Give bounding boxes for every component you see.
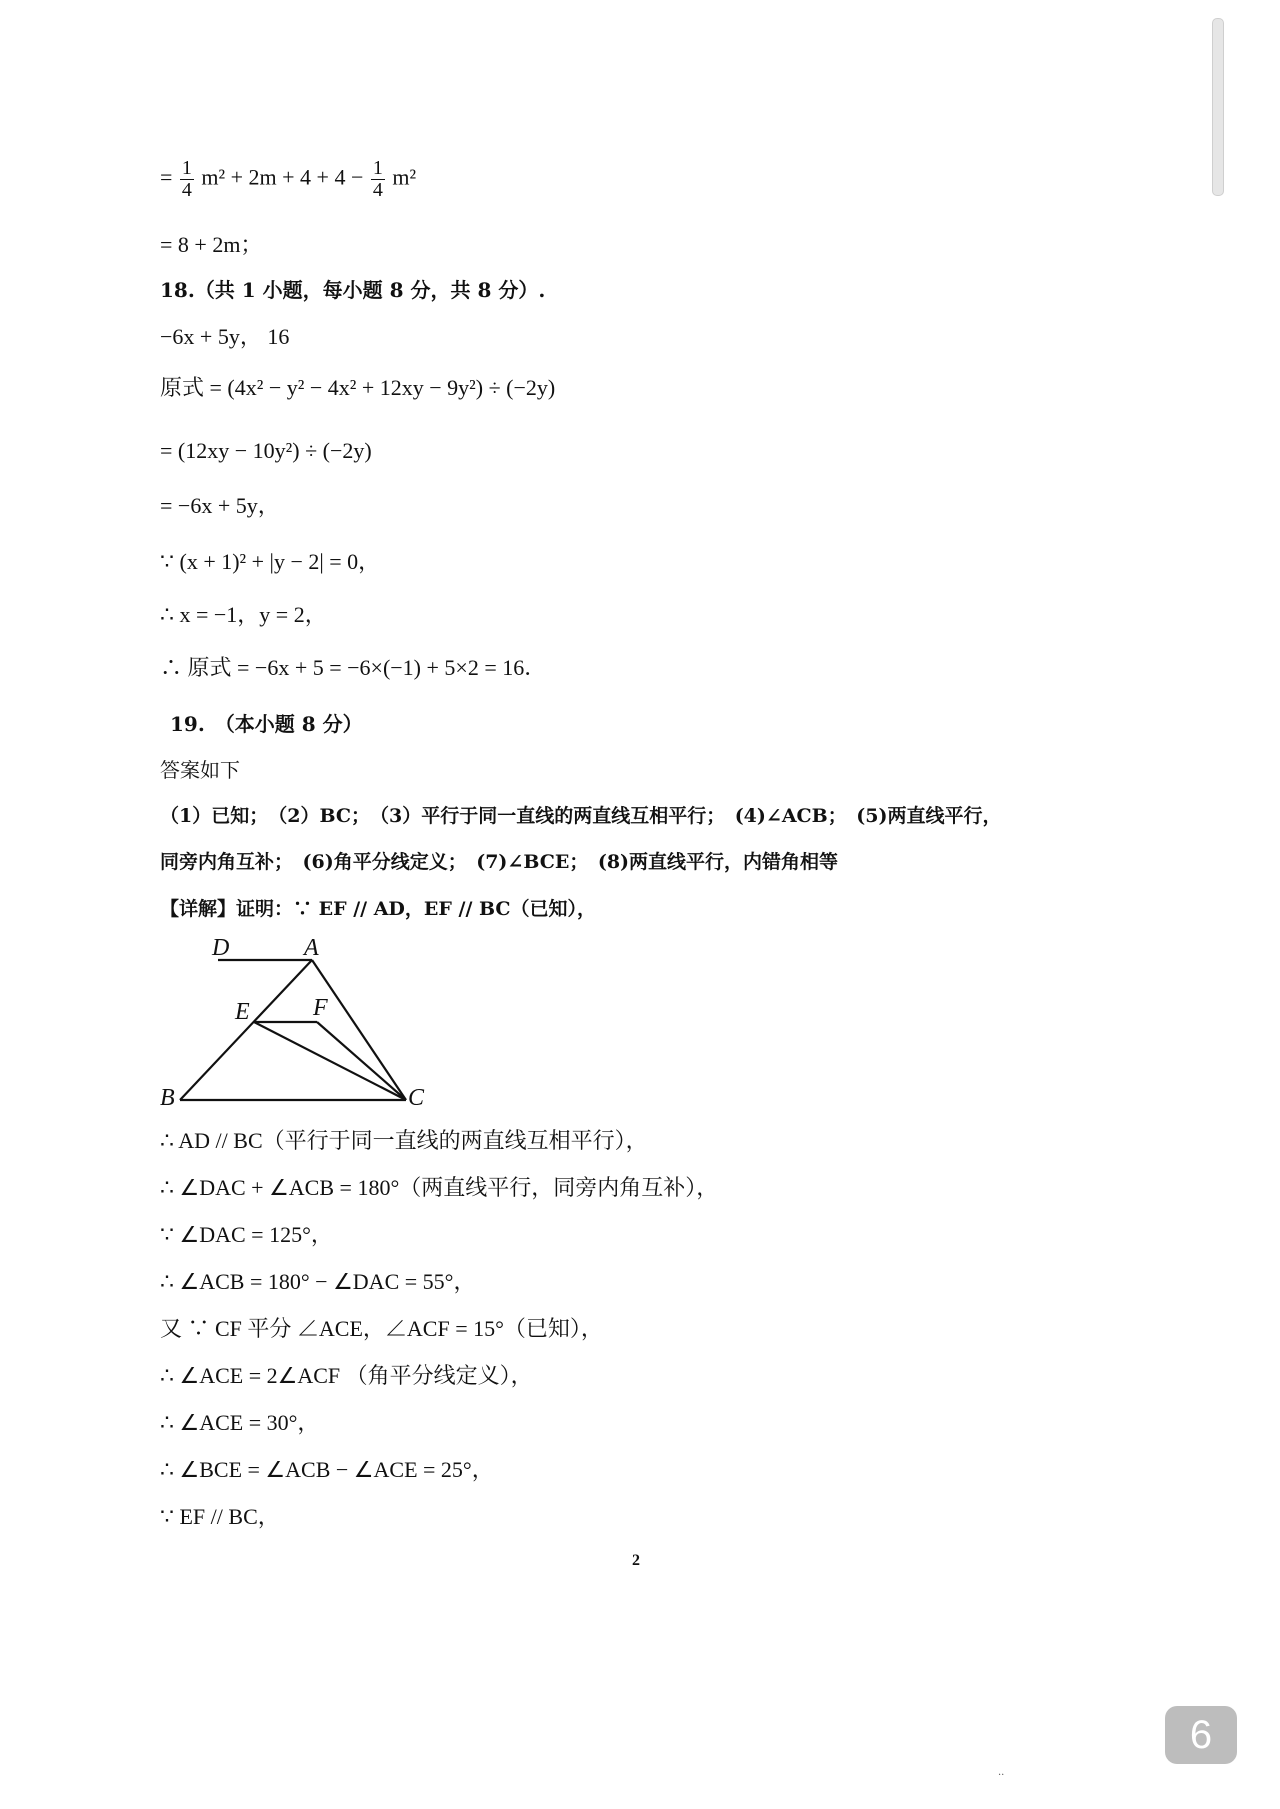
fraction-denominator: 4 <box>372 179 383 201</box>
expression-line-7: = −6x + 5y， <box>160 493 280 518</box>
expression-middle: m² + 2m + 4 + 4 − <box>201 164 364 190</box>
segment-ab <box>180 960 312 1100</box>
answers-intro: 答案如下 <box>160 758 240 782</box>
geometry-figure <box>160 933 460 1113</box>
proof-heading: 【详解】证明：∵ EF // AD，EF // BC（已知）， <box>160 898 597 920</box>
fraction-numerator: 1 <box>181 157 192 179</box>
page-indicator-badge[interactable]: 6 <box>1165 1706 1237 1764</box>
figure-lines <box>180 960 406 1100</box>
expression-line-6: = (12xy − 10y²) ÷ (−2y) <box>160 438 372 463</box>
expression-line-5: 原式 = (4x² − y² − 4x² + 12xy − 9y²) ÷ (−2y) <box>160 375 556 400</box>
answers-line-1: （1）已知； （2）BC； （3）平行于同一直线的两直线互相平行； (4)∠ACB； (5)两直线平行， <box>160 805 1002 827</box>
label-a: A <box>304 935 319 961</box>
proof-line-5: 又 ∵ CF 平分 ∠ACE，∠ACF = 15°（已知）， <box>160 1316 603 1341</box>
proof-line-8: ∴ ∠BCE = ∠ACB − ∠ACE = 25°， <box>160 1457 494 1482</box>
answers-line-2: 同旁内角互补； (6)角平分线定义； (7)∠BCE； (8)两直线平行，内错角相等 <box>160 851 839 873</box>
label-c: C <box>408 1085 425 1111</box>
scan-mark: .. <box>998 1767 1005 1778</box>
label-d: D <box>212 935 230 961</box>
proof-line-1: ∴ AD // BC（平行于同一直线的两直线互相平行）， <box>160 1128 648 1153</box>
equals-sign: = <box>160 164 173 190</box>
expression-end: m² <box>392 164 417 190</box>
section-18-heading: 18.（共 1 小题，每小题 8 分，共 8 分）. <box>160 278 546 302</box>
expression-line-1 <box>160 158 416 201</box>
fraction-one-quarter-2 <box>371 158 385 201</box>
expression-line-9: ∴ x = −1，y = 2， <box>160 602 327 627</box>
expression-line-2: = 8 + 2m； <box>160 232 263 257</box>
expression-line-10: ∴ 原式 = −6x + 5 = −6×(−1) + 5×2 = 16． <box>160 655 547 680</box>
label-b: B <box>160 1085 175 1111</box>
answer-summary: −6x + 5y， 16 <box>160 324 290 349</box>
label-f: F <box>313 995 328 1021</box>
proof-line-3: ∵ ∠DAC = 125°， <box>160 1222 333 1247</box>
proof-line-2: ∴ ∠DAC + ∠ACB = 180°（两直线平行，同旁内角互补）， <box>160 1175 719 1200</box>
page-number: 2 <box>632 1552 640 1569</box>
expression-line-8: ∵ (x + 1)² + |y − 2| = 0， <box>160 549 381 574</box>
label-e: E <box>235 999 250 1025</box>
proof-line-6: ∴ ∠ACE = 2∠ACF （角平分线定义）， <box>160 1363 533 1388</box>
fraction-one-quarter <box>180 158 194 201</box>
fraction-denominator: 4 <box>181 179 192 201</box>
proof-line-9: ∵ EF // BC， <box>160 1504 280 1529</box>
fraction-numerator: 1 <box>372 157 383 179</box>
section-19-heading: 19. （本小题 8 分） <box>170 712 363 736</box>
proof-line-7: ∴ ∠ACE = 30°， <box>160 1410 320 1435</box>
vertical-scrollbar[interactable] <box>1212 18 1224 196</box>
proof-line-4: ∴ ∠ACB = 180° − ∠DAC = 55°， <box>160 1269 476 1294</box>
